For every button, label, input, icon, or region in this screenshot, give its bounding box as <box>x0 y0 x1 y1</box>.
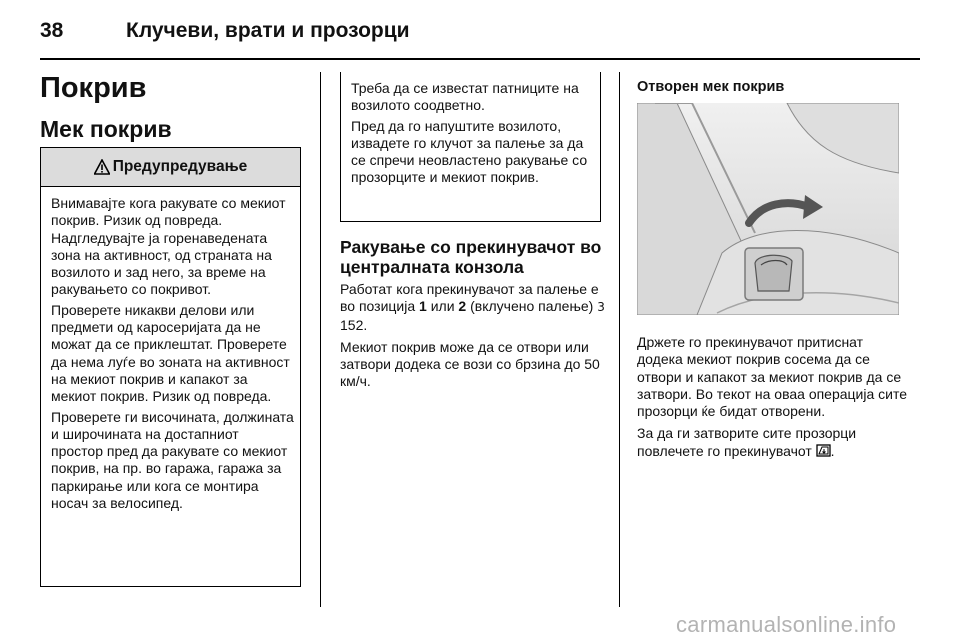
chapter-title: Клучеви, врати и прозорци <box>126 19 410 42</box>
section-subtitle: Мек покрив <box>40 116 172 142</box>
center-console-illustration <box>637 103 899 315</box>
warning-paragraph: Проверете никакви делови или предмети од каросеријата да не можат да се приклештат. Проверете да нема луѓе во зоната на активност на мекиот покрив и капакот за мекиот покрив. Ризик од повреда. <box>51 301 290 405</box>
console-section-title: Ракување со прекинувачот во централната конзола <box>340 237 602 277</box>
header-rule <box>40 58 920 60</box>
open-roof-paragraph-2: За да ги затворите сите прозорци повлечете го прекинувачот . <box>637 425 857 459</box>
console-section-body <box>340 281 605 396</box>
warning-paragraph: Треба да се известат патниците на возилото соодветно. <box>351 80 579 114</box>
warning-paragraph: Проверете ги височината, должината и широчината на достапниот простор пред да ракувате со мекиот покрив, на пр. во гаража, гаража за паркирање или кога се монтира носач за велосипед. <box>51 408 294 512</box>
console-paragraph-2: Мекиот покрив може да се отвори или затвори додека се вози со брзина до 50 км/ч. <box>340 338 600 390</box>
window-switch-icon <box>816 444 831 457</box>
section-title: Покрив <box>40 72 147 104</box>
watermark: carmanualsonline.info <box>676 612 897 637</box>
open-roof-title: Отворен мек покрив <box>637 79 785 95</box>
page-reference-arrow-icon: 3 <box>597 300 605 315</box>
warning-title-bar <box>41 147 300 187</box>
page-number: 38 <box>40 19 64 42</box>
column-divider-1 <box>320 72 321 607</box>
warning-triangle-icon <box>94 159 110 175</box>
warning-paragraph: Внимавајте кога ракувате со мекиот покрив. Ризик од повреда. Надгледувајте ја горенаведената зона на активност, од страната на возилото и зад него, за време на ракувањето со покривот. <box>51 195 286 298</box>
console-switch-drawing <box>637 103 899 315</box>
warning-paragraph: Пред да го напуштите возилото, извадете го клучот за палење за да се спречи неовластено ракување со прозорците и мекиот покрив. <box>351 117 588 186</box>
open-roof-body <box>637 334 909 465</box>
warning-title: Предупредување <box>112 158 248 175</box>
page-reference: 152. <box>340 316 368 333</box>
page-header <box>40 14 410 48</box>
ignition-position-1: 1 <box>419 298 427 315</box>
column-divider-2 <box>619 72 620 607</box>
console-paragraph-1: Работат кога прекинувачот за палење е во позиција 1 или 2 (вклучено палење) 3 152. <box>340 281 605 333</box>
ignition-position-2: 2 <box>458 298 467 315</box>
warning-box <box>40 147 301 587</box>
open-roof-paragraph-1: Држете го прекинувачот притиснат додека мекиот покрив сосема да се отвори и капакот за мекиот покрив да се затвори. Во текот на оваа операција сите прозорци ќе бидат отворени. <box>637 334 908 420</box>
warning-box-continued <box>340 72 601 222</box>
